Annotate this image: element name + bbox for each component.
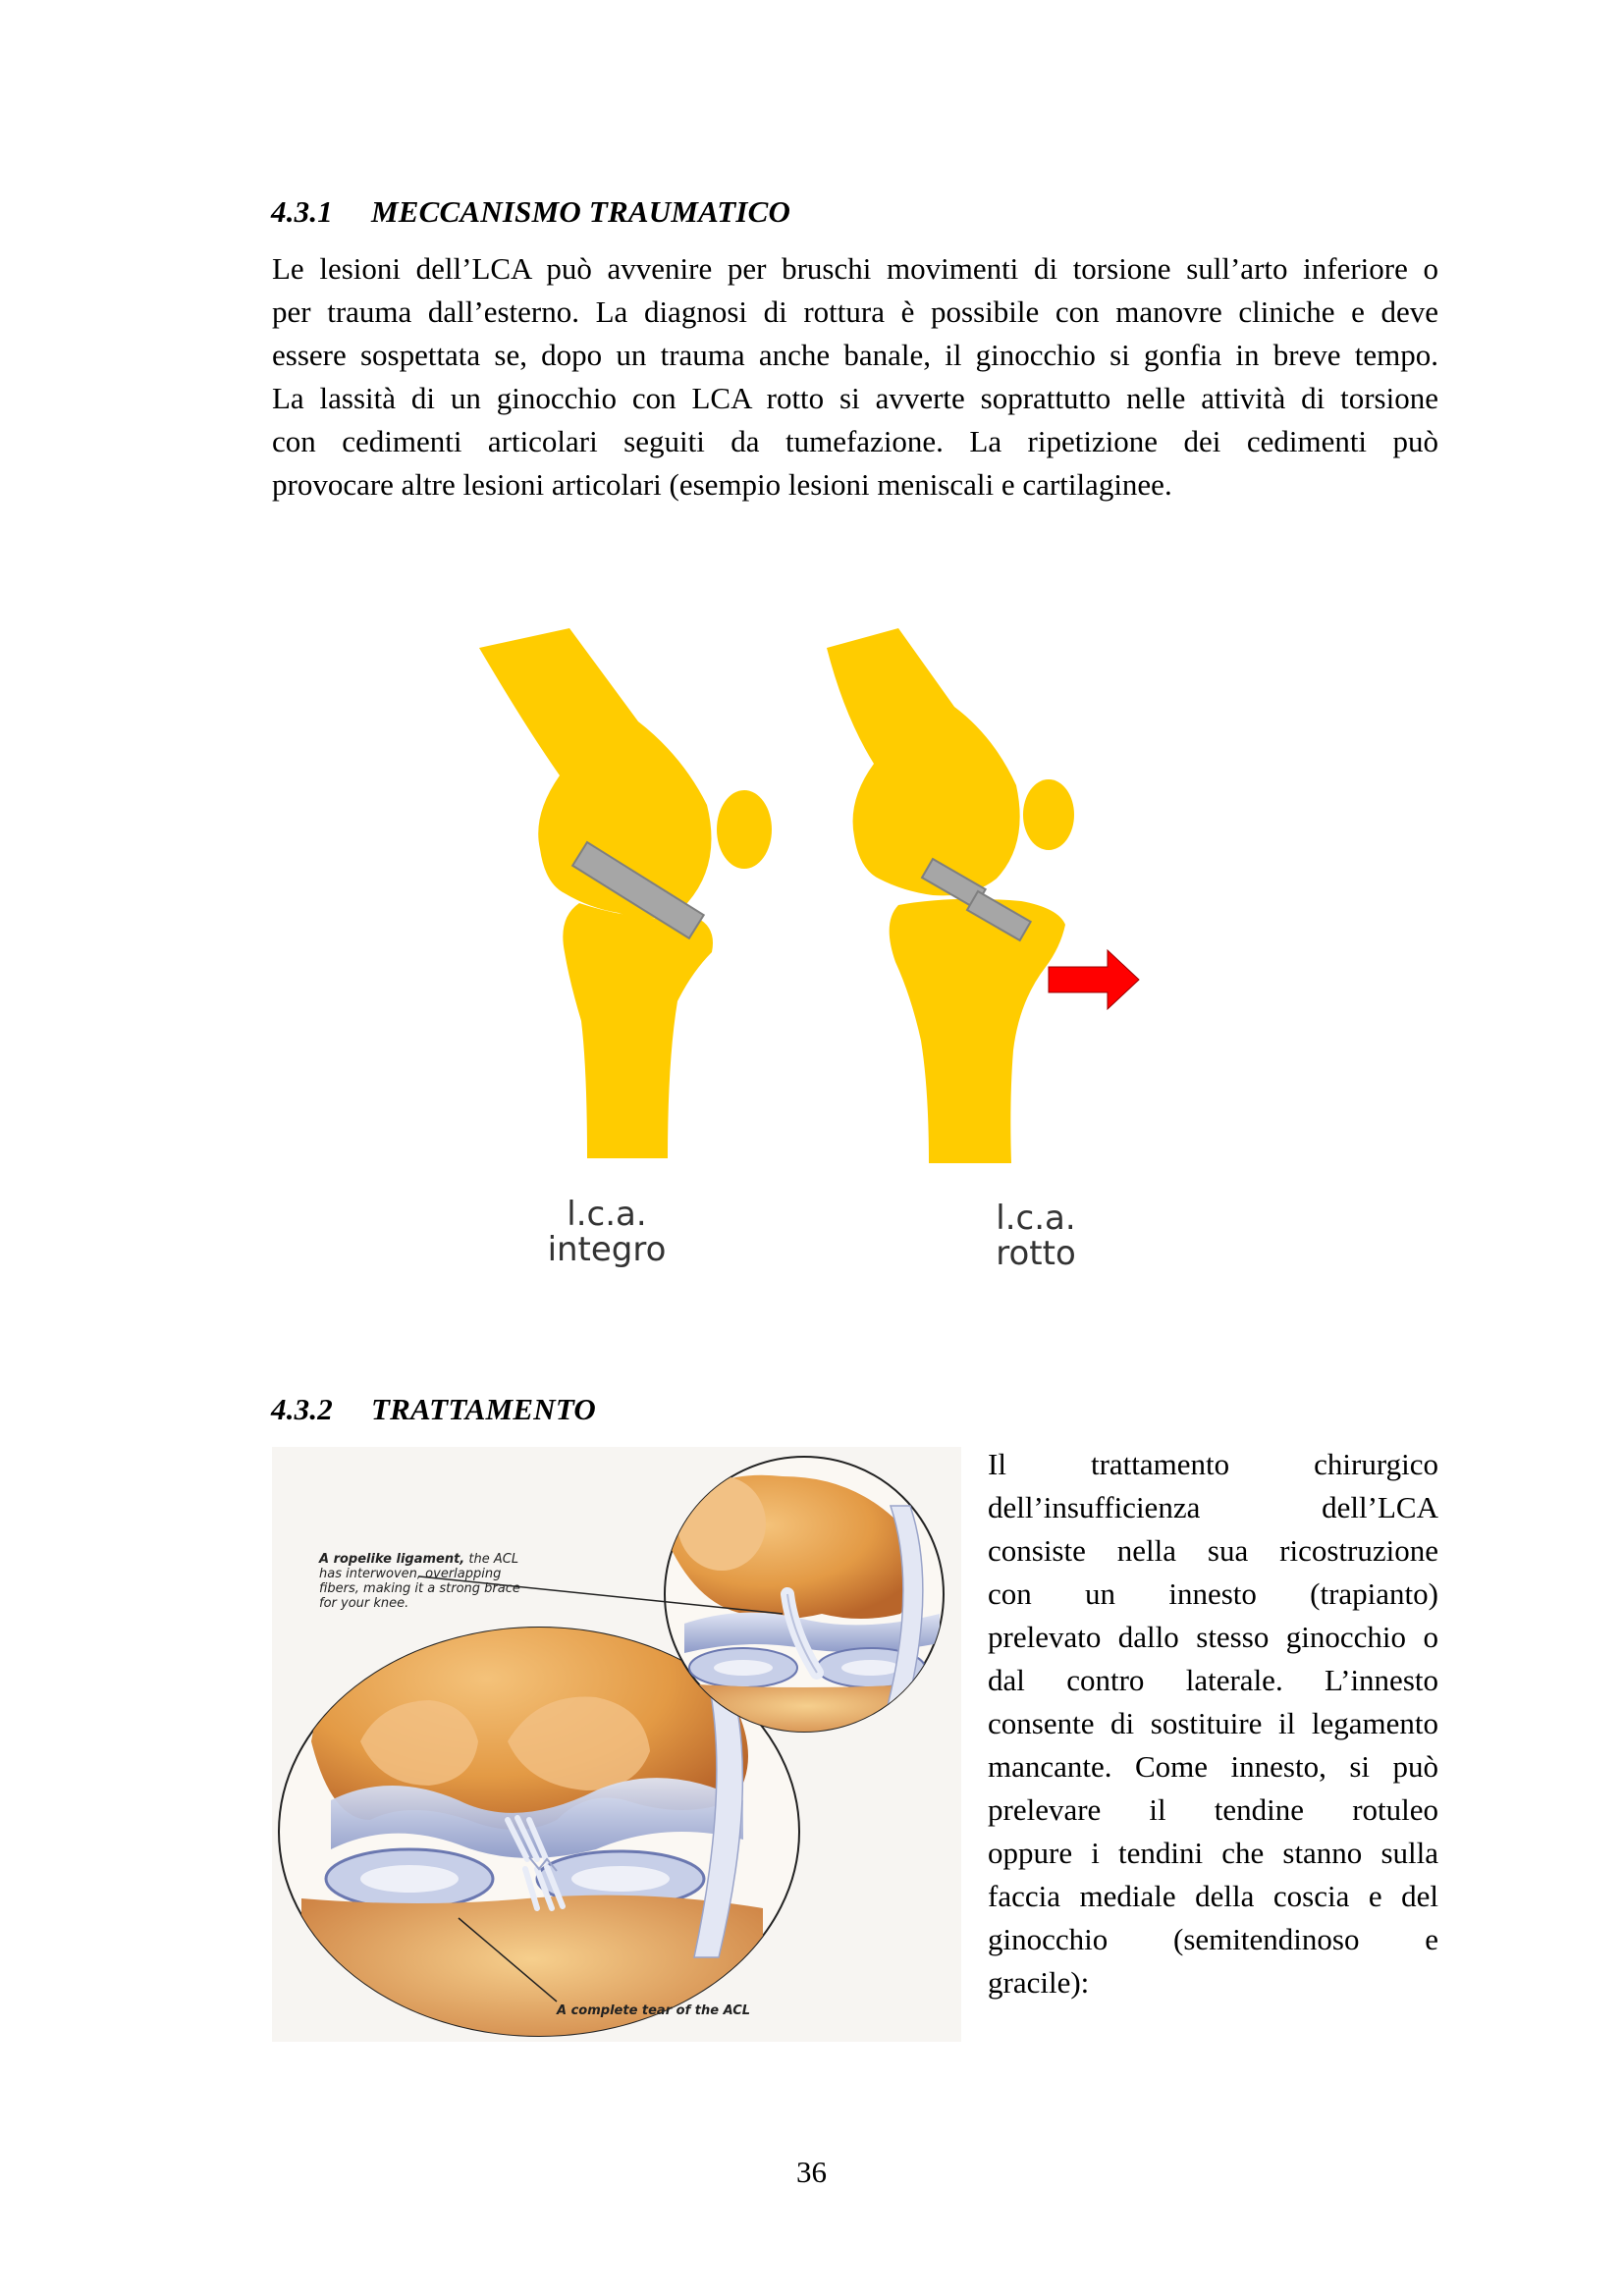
label-torn-line1: l.c.a. bbox=[996, 1199, 1076, 1238]
paragraph-meccanismo bbox=[272, 247, 1438, 507]
paragraph-line: oppure i tendini che stanno sulla bbox=[988, 1836, 1438, 1870]
arrow-icon bbox=[1049, 950, 1139, 1009]
paragraph-line: provocare altre lesioni articolari (esempio lesioni meniscali e cartilaginee. bbox=[272, 467, 1172, 502]
paragraph-line: prelevare il tendine rotuleo bbox=[988, 1792, 1438, 1827]
paragraph-line: con un innesto (trapianto) bbox=[988, 1576, 1438, 1611]
section-title: MECCANISMO TRAUMATICO bbox=[371, 194, 791, 229]
acl-anatomy-illustration bbox=[272, 1447, 961, 2042]
section-number: 4.3.1 bbox=[271, 194, 333, 229]
paragraph-line: con cedimenti articolari seguiti da tumefazione. La ripetizione dei cedimenti può bbox=[272, 424, 1438, 458]
label-intact-line2: integro bbox=[547, 1230, 667, 1269]
paragraph-line: La lassità di un ginocchio con LCA rotto si avverte soprattutto nelle attività di torsione bbox=[272, 381, 1438, 415]
callout-top-line: for your knee. bbox=[319, 1596, 409, 1611]
patella-intact bbox=[717, 790, 772, 869]
paragraph-line: gracile): bbox=[988, 1965, 1090, 2000]
paragraph-line: per trauma dall’esterno. La diagnosi di rottura è possibile con manovre cliniche e deve bbox=[272, 294, 1438, 329]
paragraph-line: essere sospettata se, dopo un trauma anche banale, il ginocchio si gonfia in breve tempo. bbox=[272, 338, 1438, 372]
label-intact-line1: l.c.a. bbox=[567, 1195, 647, 1234]
patella-torn bbox=[1023, 779, 1074, 850]
knee-torn bbox=[827, 628, 1139, 1163]
paragraph-line: consiste nella sua ricostruzione bbox=[988, 1533, 1438, 1568]
paragraph-line: prelevato dallo stesso ginocchio o bbox=[988, 1620, 1438, 1654]
paragraph-trattamento bbox=[988, 1443, 1438, 2004]
callout-top-line: has interwoven, overlapping bbox=[319, 1567, 502, 1581]
callout-bottom: A complete tear of the ACL bbox=[557, 2003, 751, 2018]
section-heading-4-3-1 bbox=[271, 194, 790, 230]
callout-top-title: A ropelike ligament, the ACL bbox=[319, 1552, 519, 1567]
femur-torn bbox=[827, 628, 1020, 895]
paragraph-line: consente di sostituire il legamento bbox=[988, 1706, 1438, 1740]
callout-top-line: fibers, making it a strong brace bbox=[319, 1581, 520, 1596]
tibia-torn bbox=[890, 899, 1065, 1163]
section-number: 4.3.2 bbox=[271, 1392, 333, 1426]
knee-intact bbox=[479, 628, 772, 1158]
paragraph-line: mancante. Come innesto, si può bbox=[988, 1749, 1438, 1784]
paragraph-line: ginocchio (semitendinoso e bbox=[988, 1922, 1438, 1956]
paragraph-line: faccia mediale della coscia e del bbox=[988, 1879, 1438, 1913]
tibia-intact bbox=[563, 903, 713, 1158]
paragraph-line: Le lesioni dell’LCA può avvenire per bruschi movimenti di torsione sull’arto inferiore o bbox=[272, 251, 1438, 286]
paragraph-line: dell’insufficienza dell’LCA bbox=[988, 1490, 1438, 1524]
section-title: TRATTAMENTO bbox=[371, 1392, 597, 1426]
knee-lca-diagram bbox=[471, 628, 1217, 1276]
label-torn-line2: rotto bbox=[996, 1234, 1076, 1273]
page-number: 36 bbox=[796, 2155, 827, 2189]
paragraph-line: dal contro laterale. L’innesto bbox=[988, 1663, 1438, 1697]
section-heading-4-3-2 bbox=[271, 1392, 596, 1427]
paragraph-line: Il trattamento chirurgico bbox=[988, 1447, 1438, 1481]
